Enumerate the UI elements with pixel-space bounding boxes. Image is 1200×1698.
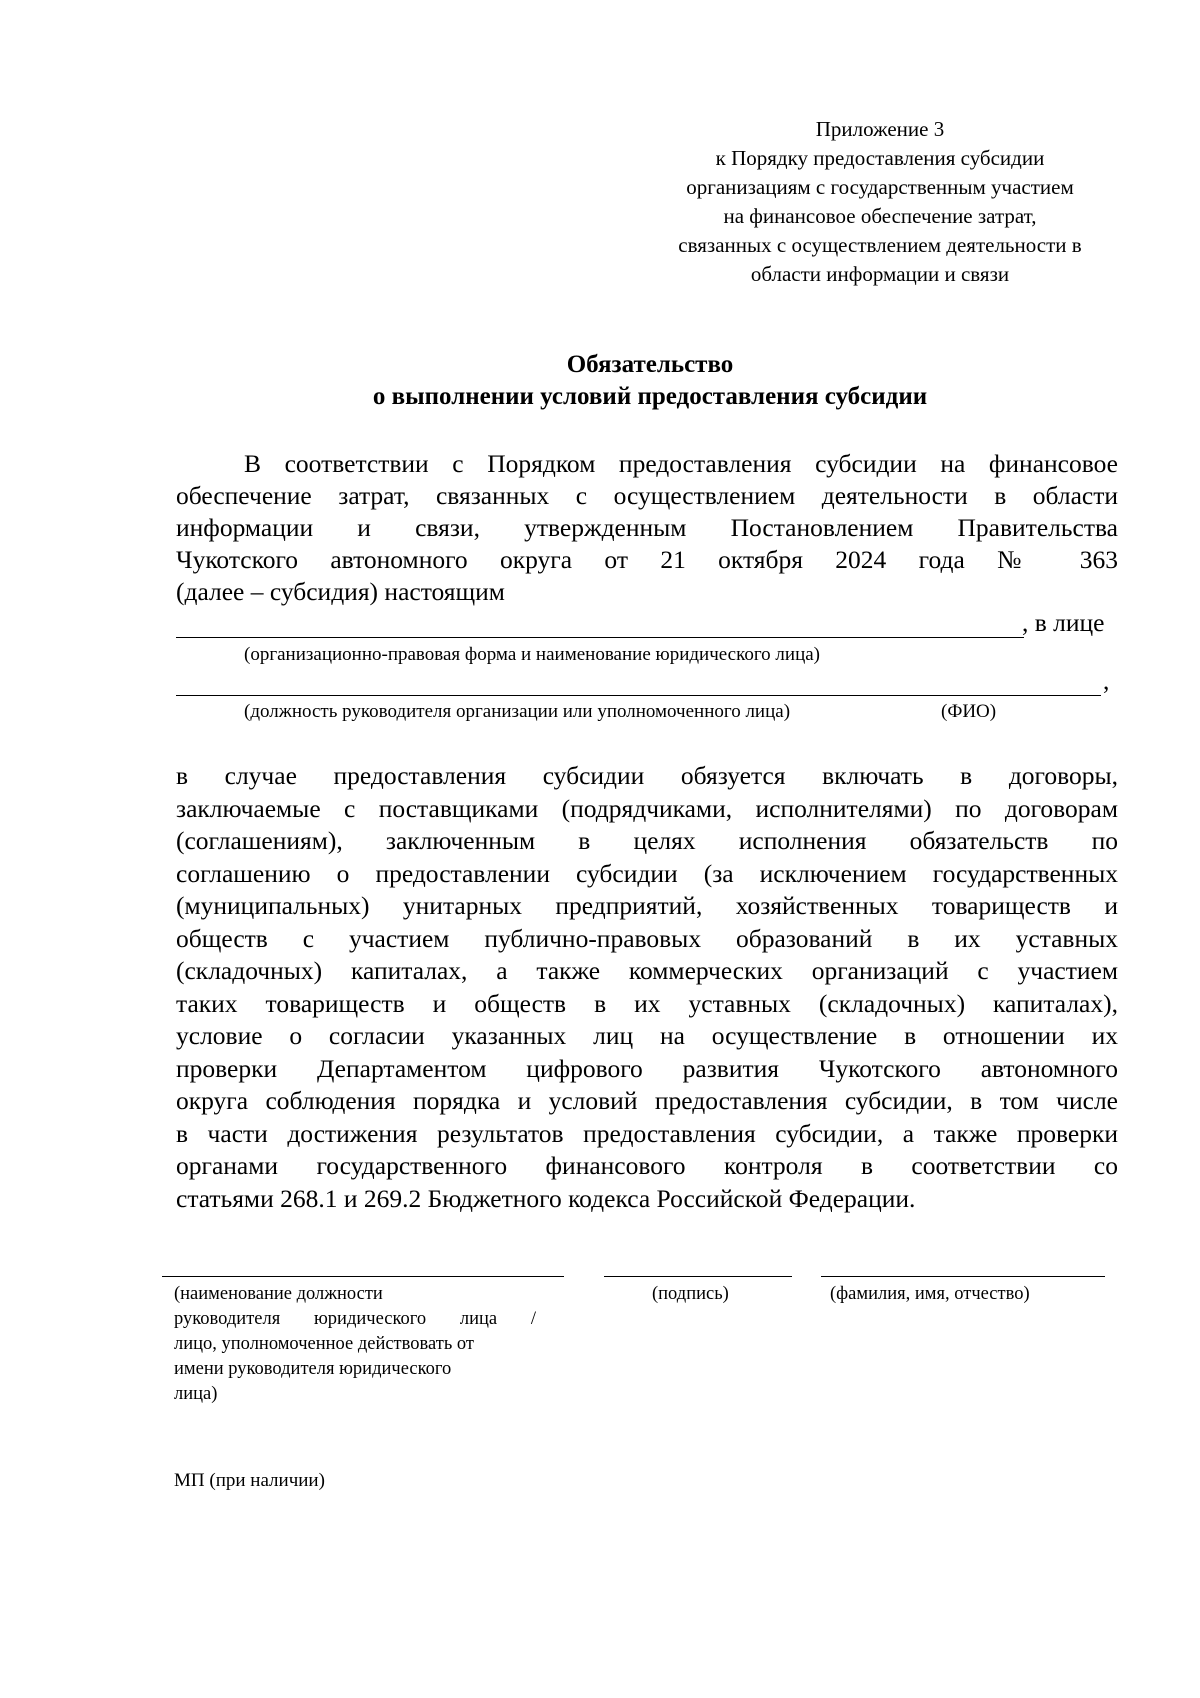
body-line: органами государственного финансового контроля в соответствии со [176, 1151, 1118, 1180]
person-caption: (должность руководителя организации или уполномоченного лица) [244, 701, 791, 722]
intro-line: информации и связи, утвержденным Постановлением Правительства [176, 513, 1118, 542]
document-title: Обязательство [566, 351, 734, 378]
body-line: условие о согласии указанных лиц на осуществление в отношении их [176, 1021, 1118, 1050]
body-line: проверки Департаментом цифрового развития Чукотского автономного [176, 1053, 1118, 1083]
position-caption-line: имени руководителя юридического [174, 1359, 452, 1379]
appendix-line: связанных с осуществлением деятельности в [678, 233, 1082, 257]
appendix-line: области информации и связи [750, 262, 1010, 286]
intro-line: (далее – субсидия) настоящим [176, 577, 505, 606]
body-line: таких товариществ и обществ в их уставных (складочных) капиталах), [176, 988, 1118, 1018]
org-name-line [176, 637, 1024, 638]
position-caption-line: руководителя юридического лица / [174, 1309, 536, 1329]
fullname-caption: (фамилия, имя, отчество) [830, 1284, 1030, 1304]
appendix-line: Приложение 3 [815, 117, 945, 141]
appendix-header [0, 0, 1200, 300]
intro-line: Чукотского автономного округа от 21 октября 2024 года № 363 [176, 545, 1118, 574]
fullname-signature-line [821, 1276, 1105, 1277]
appendix-line: на финансовое обеспечение затрат, [723, 204, 1037, 228]
body-line: соглашению о предоставлении субсидии (за исключением государственных [176, 858, 1118, 888]
body-line: (соглашениям), заключенным в целях исполнения обязательств по [176, 826, 1118, 855]
body-line: (муниципальных) унитарных предприятий, хозяйственных товариществ и [176, 891, 1118, 920]
person-line [176, 695, 1101, 696]
org-caption: (организационно-правовая форма и наименование юридического лица) [244, 644, 821, 665]
appendix-line: к Порядку предоставления субсидии [715, 146, 1045, 170]
body-line: округа соблюдения порядка и условий предоставления субсидии, в том числе [176, 1086, 1118, 1115]
position-signature-line [162, 1276, 564, 1277]
body-line: (складочных) капиталах, а также коммерческих организаций с участием [176, 956, 1118, 985]
body-line: в случае предоставления субсидии обязуется включать в договоры, [176, 761, 1118, 790]
signature-caption: (подпись) [652, 1284, 729, 1304]
body-line: заключаемые с поставщиками (подрядчиками, исполнителями) по договорам [176, 793, 1118, 823]
body-line: статьями 268.1 и 269.2 Бюджетного кодекса Российской Федерации. [176, 1183, 916, 1213]
appendix-line: организациям с государственным участием [686, 175, 1074, 199]
body-line: обществ с участием публично-правовых образований в их уставных [176, 923, 1118, 953]
body-line: в части достижения результатов предоставления субсидии, а также проверки [176, 1118, 1118, 1148]
position-caption-line: лицо, уполномоченное действовать от [174, 1334, 474, 1354]
signature-line [604, 1276, 792, 1277]
document-subtitle: о выполнении условий предоставления субсидии [372, 383, 928, 410]
fio-caption: (ФИО) [941, 701, 997, 722]
position-caption-line: (наименование должности [174, 1284, 383, 1304]
position-caption-line: лица) [174, 1384, 218, 1404]
person-suffix: , [1103, 666, 1110, 695]
org-suffix: , в лице [1022, 608, 1105, 637]
intro-line: В соответствии с Порядком предоставления субсидии на финансовое [244, 449, 1118, 478]
intro-line: обеспечение затрат, связанных с осуществлением деятельности в области [176, 481, 1118, 510]
stamp-label: МП (при наличии) [174, 1470, 325, 1491]
